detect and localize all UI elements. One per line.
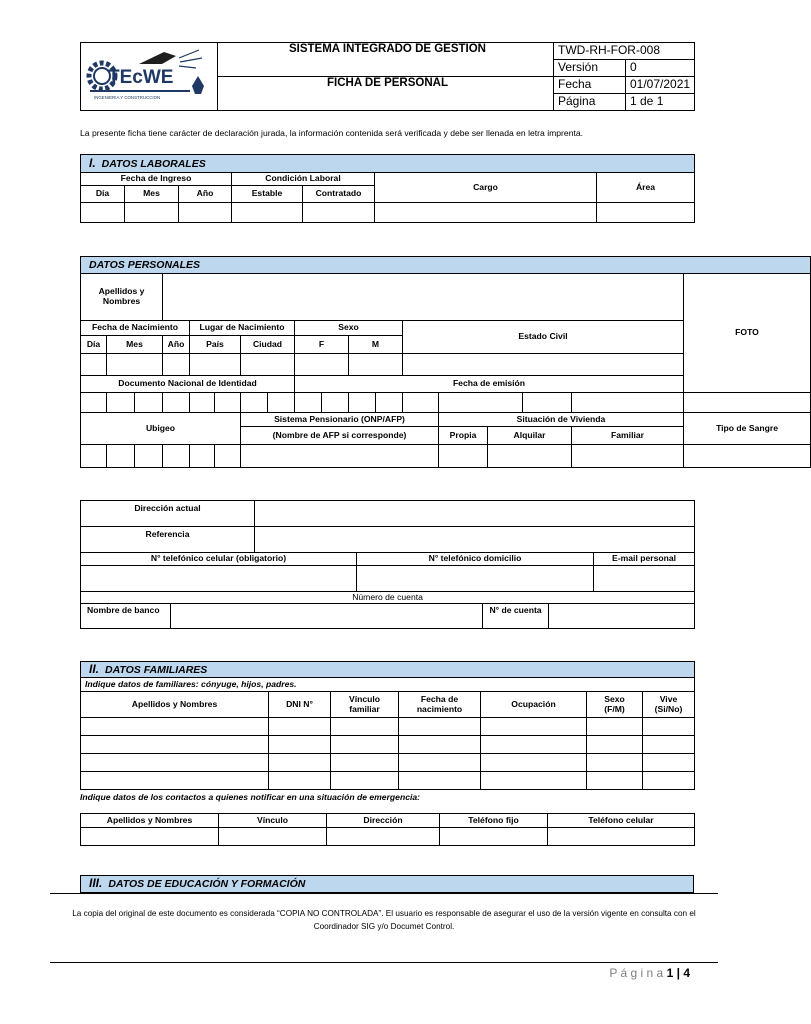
form-title: FICHA DE PERSONAL <box>218 77 554 111</box>
section-title: DATOS FAMILIARES <box>105 663 208 676</box>
label-fam-vive: Vive (Si/No) <box>643 692 695 718</box>
input-dni-digit[interactable] <box>81 393 107 413</box>
educacion-table <box>80 875 694 893</box>
emergencia-table <box>80 813 695 846</box>
divider <box>50 893 718 894</box>
table-row <box>81 718 695 736</box>
torch-icon <box>139 52 176 64</box>
input-emision-digit[interactable] <box>572 393 684 413</box>
label-fecha-emision: Fecha de emisión <box>295 376 684 393</box>
input-fam-cell[interactable] <box>331 754 399 772</box>
input-nac-dia[interactable] <box>81 354 107 376</box>
input-e-cell[interactable] <box>327 828 440 846</box>
input-e-cell[interactable] <box>548 828 695 846</box>
label-cargo: Cargo <box>375 173 597 203</box>
section-roman: III. <box>89 876 103 891</box>
label-estable: Estable <box>232 186 303 203</box>
intro-statement: La presente ficha tiene carácter de declaración jurada, la información contenida será verificada y debe ser llenada en letra imprenta. <box>80 128 584 138</box>
input-referencia[interactable] <box>255 527 695 553</box>
input-dni-digit[interactable] <box>215 393 241 413</box>
logo-subtext: INGENIERIA Y CONSTRUCCION <box>94 95 161 100</box>
input-dni-digit[interactable] <box>107 393 135 413</box>
page-value: 1 de 1 <box>626 94 695 111</box>
label-pension-2: (Nombre de AFP si corresponde) <box>241 427 439 445</box>
input-direccion-actual[interactable] <box>255 501 695 527</box>
section-roman: I. <box>89 155 96 170</box>
label-alquilar: Alquilar <box>488 427 572 445</box>
input-n-cuenta[interactable] <box>549 604 695 629</box>
direccion-table <box>80 500 695 629</box>
label-celular: N° telefónico celular (obligatorio) <box>81 553 357 566</box>
input-ubigeo-digit[interactable] <box>135 445 163 468</box>
input-area[interactable] <box>597 203 695 223</box>
label-f: F <box>295 336 349 354</box>
input-fam-cell[interactable] <box>587 736 643 754</box>
label-anio: Año <box>179 186 232 203</box>
section-header-laborales <box>81 155 695 173</box>
input-fam-cell[interactable] <box>81 754 269 772</box>
version-label: Versión <box>554 60 626 77</box>
input-fam-cell[interactable] <box>587 772 643 790</box>
section-title: DATOS LABORALES <box>101 157 206 170</box>
label-area: Área <box>597 173 695 203</box>
label-dni: Documento Nacional de Identidad <box>81 376 295 393</box>
label-e-apellidos: Apellidos y Nombres <box>81 814 219 828</box>
input-fam-cell[interactable] <box>331 736 399 754</box>
input-emision-digit[interactable] <box>376 393 403 413</box>
photo-box[interactable]: FOTO <box>684 274 811 393</box>
label-lugar-nac: Lugar de Nacimiento <box>190 321 295 336</box>
input-fam-cell[interactable] <box>643 718 695 736</box>
label-fam-sexo: Sexo (F/M) <box>587 692 643 718</box>
spark-icon <box>179 50 202 68</box>
input-fam-cell[interactable] <box>269 772 331 790</box>
input-cargo[interactable] <box>375 203 597 223</box>
label-fam-dni: DNI N° <box>269 692 331 718</box>
input-sexo-f[interactable] <box>295 354 349 376</box>
input-ingreso-anio[interactable] <box>179 203 232 223</box>
label-e-vinculo: Vínculo <box>219 814 327 828</box>
input-alquilar[interactable] <box>488 445 572 468</box>
page-word: P á g i n a <box>609 966 664 980</box>
label-pais: País <box>190 336 241 354</box>
input-fam-cell[interactable] <box>481 754 587 772</box>
input-dni-digit[interactable] <box>163 393 190 413</box>
input-domicilio[interactable] <box>357 566 594 592</box>
company-logo <box>84 46 214 106</box>
input-fam-cell[interactable] <box>481 718 587 736</box>
input-nac-mes[interactable] <box>107 354 163 376</box>
input-dni-digit[interactable] <box>190 393 215 413</box>
system-title: SISTEMA INTEGRADO DE GESTION <box>218 43 554 77</box>
input-pension[interactable] <box>241 445 439 468</box>
input-ciudad[interactable] <box>241 354 295 376</box>
label-contratado: Contratado <box>303 186 375 203</box>
input-email[interactable] <box>594 566 695 592</box>
input-fam-cell[interactable] <box>399 754 481 772</box>
date-label: Fecha <box>554 77 626 94</box>
label-e-fijo: Teléfono fijo <box>440 814 548 828</box>
label-familiar: Familiar <box>572 427 684 445</box>
page-total: 4 <box>683 966 690 980</box>
input-dni-digit[interactable] <box>268 393 295 413</box>
date-value: 01/07/2021 <box>626 77 695 94</box>
input-sangre[interactable] <box>684 445 811 468</box>
input-ingreso-mes[interactable] <box>125 203 179 223</box>
input-dni-digit[interactable] <box>135 393 163 413</box>
label-dia: Día <box>81 186 125 203</box>
input-fam-cell[interactable] <box>481 736 587 754</box>
familiares-note: Indique datos de familiares: cónyuge, hijos, padres. <box>81 678 695 692</box>
input-e-cell[interactable] <box>440 828 548 846</box>
input-emision-digit[interactable] <box>523 393 572 413</box>
divider <box>50 962 718 963</box>
label-estado-civil: Estado Civil <box>403 321 684 354</box>
input-estado-civil[interactable] <box>403 354 684 376</box>
label-m: M <box>349 336 403 354</box>
label-sexo: Sexo <box>295 321 403 336</box>
input-emision-digit[interactable] <box>684 393 811 413</box>
input-ingreso-dia[interactable] <box>81 203 125 223</box>
input-ubigeo-digit[interactable] <box>163 445 190 468</box>
input-contratado[interactable] <box>303 203 375 223</box>
table-row <box>81 754 695 772</box>
input-fam-cell[interactable] <box>587 718 643 736</box>
input-fam-cell[interactable] <box>643 736 695 754</box>
label-fam-fecha: Fecha de nacimiento <box>399 692 481 718</box>
input-ubigeo-digit[interactable] <box>81 445 107 468</box>
version-value: 0 <box>626 60 695 77</box>
input-banco[interactable] <box>171 604 483 629</box>
input-emision-digit[interactable] <box>322 393 349 413</box>
label-anio: Año <box>163 336 190 354</box>
label-banco: Nombre de banco <box>81 604 171 629</box>
input-fam-cell[interactable] <box>269 754 331 772</box>
input-fam-cell[interactable] <box>269 736 331 754</box>
section-roman: II. <box>89 661 100 676</box>
input-fam-cell[interactable] <box>331 718 399 736</box>
page-separator: | <box>676 966 680 980</box>
label-dia: Día <box>81 336 107 354</box>
input-dni-digit[interactable] <box>241 393 268 413</box>
section-header-familiares <box>81 662 695 678</box>
input-ubigeo-digit[interactable] <box>107 445 135 468</box>
page-label: Página <box>554 94 626 111</box>
input-fam-cell[interactable] <box>81 772 269 790</box>
input-propia[interactable] <box>439 445 488 468</box>
label-email: E-mail personal <box>594 553 695 566</box>
input-familiar[interactable] <box>572 445 684 468</box>
label-domicilio: N° telefónico domicilio <box>357 553 594 566</box>
input-fam-cell[interactable] <box>643 772 695 790</box>
label-condicion: Condición Laboral <box>232 173 375 186</box>
label-n-cuenta: N° de cuenta <box>483 604 549 629</box>
label-e-direccion: Dirección <box>327 814 440 828</box>
label-propia: Propia <box>439 427 488 445</box>
input-fam-cell[interactable] <box>399 772 481 790</box>
label-e-celular: Teléfono celular <box>548 814 695 828</box>
label-fecha-nac: Fecha de Nacimiento <box>81 321 190 336</box>
label-ciudad: Ciudad <box>241 336 295 354</box>
input-apellidos[interactable] <box>163 274 684 321</box>
label-direccion-actual: Dirección actual <box>81 501 255 527</box>
label-referencia: Referencia <box>81 527 255 553</box>
label-numero-cuenta: Número de cuenta <box>81 592 695 604</box>
page-number <box>560 966 690 980</box>
personales-table <box>80 256 811 468</box>
input-emision-digit[interactable] <box>439 393 523 413</box>
input-fam-cell[interactable] <box>643 754 695 772</box>
label-mes: Mes <box>107 336 163 354</box>
input-fam-cell[interactable] <box>399 718 481 736</box>
label-apellidos: Apellidos y Nombres <box>81 274 163 321</box>
table-row <box>81 772 695 790</box>
label-ubigeo: Ubigeo <box>81 413 241 445</box>
input-pais[interactable] <box>190 354 241 376</box>
input-fam-cell[interactable] <box>399 736 481 754</box>
logo-wordmark: TEcWE <box>108 67 174 88</box>
input-fam-cell[interactable] <box>331 772 399 790</box>
label-fam-ocupacion: Ocupación <box>481 692 587 718</box>
section-title: DATOS DE EDUCACIÓN Y FORMACIÓN <box>108 878 306 891</box>
label-fecha-ingreso: Fecha de Ingreso <box>81 173 232 186</box>
table-row <box>81 736 695 754</box>
input-emision-digit[interactable] <box>349 393 376 413</box>
section-header-personales <box>81 257 811 274</box>
section-header-educacion <box>81 876 694 893</box>
page-current: 1 <box>666 966 674 980</box>
label-fam-vinculo: Vínculo familiar <box>331 692 399 718</box>
input-fam-cell[interactable] <box>269 718 331 736</box>
label-sangre: Tipo de Sangre <box>684 413 811 445</box>
section-title: DATOS PERSONALES <box>89 258 201 271</box>
input-e-cell[interactable] <box>81 828 219 846</box>
input-emision-digit[interactable] <box>295 393 322 413</box>
input-fam-cell[interactable] <box>481 772 587 790</box>
table-row <box>81 828 695 846</box>
input-fam-cell[interactable] <box>587 754 643 772</box>
input-sexo-m[interactable] <box>349 354 403 376</box>
label-mes: Mes <box>125 186 179 203</box>
input-celular[interactable] <box>81 566 357 592</box>
input-fam-cell[interactable] <box>81 736 269 754</box>
label-fam-apellidos: Apellidos y Nombres <box>81 692 269 718</box>
laborales-table <box>80 154 695 223</box>
input-ubigeo-digit[interactable] <box>190 445 215 468</box>
copy-note: La copia del original de este documento es considerada “COPIA NO CONTROLADA”. El usuario es responsable de asegurar el uso de la versión vigente en consulta con el Coordinador SIG y/o Documet Control. <box>72 909 696 931</box>
input-nac-anio[interactable] <box>163 354 190 376</box>
familiares-table <box>80 661 695 790</box>
input-estable[interactable] <box>232 203 303 223</box>
form-code: TWD-RH-FOR-008 <box>554 43 695 60</box>
input-fam-cell[interactable] <box>81 718 269 736</box>
label-vivienda: Situación de Vivienda <box>439 413 684 427</box>
input-emision-digit[interactable] <box>403 393 439 413</box>
label-pension-1: Sistema Pensionario (ONP/AFP) <box>241 413 439 427</box>
emergencia-note: Indique datos de los contactos a quienes notificar en una situación de emergencia: <box>80 792 421 802</box>
welder-icon <box>192 76 204 94</box>
input-e-cell[interactable] <box>219 828 327 846</box>
input-ubigeo-digit[interactable] <box>215 445 241 468</box>
